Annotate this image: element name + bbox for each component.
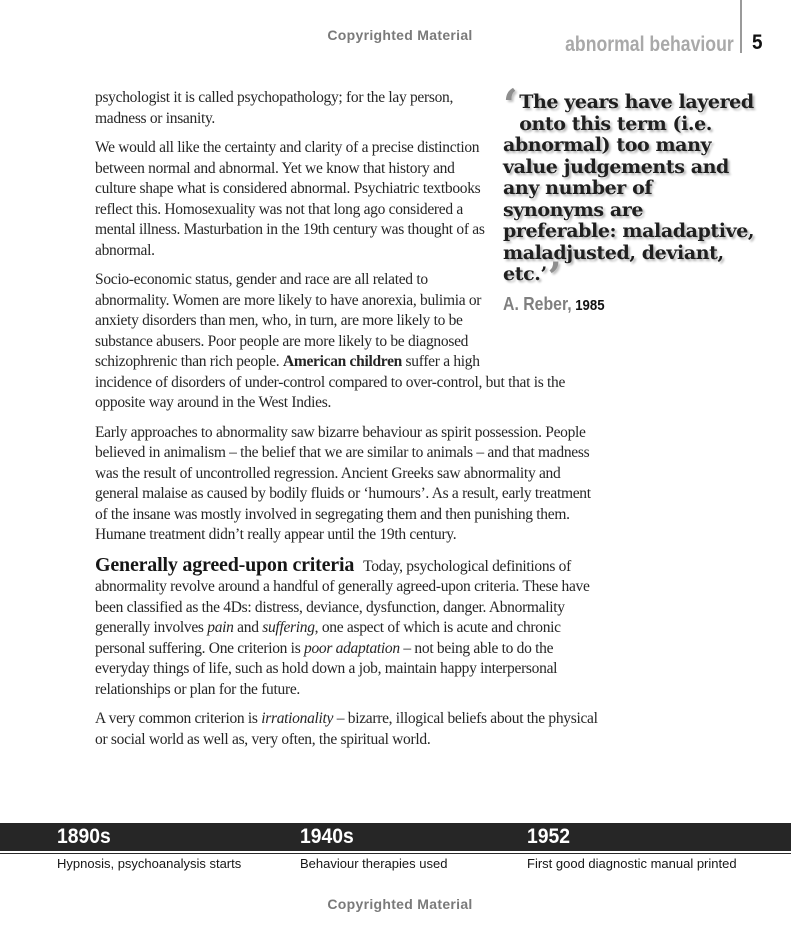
text-segment: – bizarre, illogical beliefs about the physical or social world as well as, very often, the spiritual world. (95, 710, 598, 748)
text-segment: – not being able to do the everyday things of life, such as hold down a job, maintain happy interpersonal relationships or plan for the future. (95, 639, 558, 698)
text-segment: and (233, 619, 263, 636)
timeline-year: 1940s (300, 825, 354, 848)
text-segment: , one aspect of which is acute and chronic personal suffering. One criterion is (95, 619, 561, 657)
timeline-event-1940s (300, 823, 448, 871)
running-head: abnormal behaviour (565, 33, 734, 56)
bottom-watermark: Copyrighted Material (327, 896, 473, 912)
text-segment: Today, psychological definitions of abnormality revolve around a handful of generally agreed-upon criteria. These have been classified as the 4Ds: distress, deviance, dysfunction, danger. Abnormality generally involves (95, 557, 590, 636)
timeline-year: 1890s (57, 825, 111, 848)
open-quote-mark-icon: ‘ (503, 80, 518, 129)
text-segment: Early approaches to abnormality saw bizarre behaviour as spirit possession. People believed in animalism – the belief that we are similar to animals – and that madness was the result of uncontrolled regression. Ancient Greeks saw abnormality and general malaise as caused by bodily fluids or ‘humours’. As a result, early treatment of the insane was mostly involved in segregating them and then punishing them. Humane treatment didn’t really appear until the 19th century. (95, 423, 591, 543)
paragraph (95, 423, 605, 546)
top-watermark: Copyrighted Material (327, 27, 473, 43)
timeline-year: 1952 (527, 825, 570, 848)
text-segment: suffering (262, 619, 315, 636)
timeline-event-1952 (527, 823, 737, 871)
close-quote-mark-icon: ’ (547, 254, 562, 301)
timeline-event-label: Hypnosis, psychoanalysis starts (57, 856, 242, 871)
text-segment: American children (282, 353, 402, 370)
timeline-event-label: Behaviour therapies used (300, 856, 448, 871)
text-segment: poor adaptation (304, 639, 400, 657)
pull-quote-attribution (503, 294, 728, 315)
pull-quote-text-block (503, 80, 759, 301)
text-segment: pain (207, 619, 234, 636)
text-segment: Socio-economic status, gender and race are all related to abnormality. Women are more likely to have anorexia, bulimia or anxiety disorders than men, who, in turn, are more likely to be substance abusers. Poor people are more likely to be diagnosed schizophrenic than rich people. (95, 271, 482, 370)
quote-year: 1985 (575, 296, 605, 314)
paragraph-with-heading (95, 555, 605, 701)
pull-quote (503, 80, 759, 315)
text-segment: We would all like the certainty and clarity of a precise distinction between normal and abnormal. Yet we know that history and culture shape what is considered abnormal. Psychiatric textbooks reflect this. Homosexuality was not that long ago considered a mental illness. Masturbation in the 19th century was thought of as abnormal. (95, 139, 485, 259)
paragraph (95, 709, 605, 750)
quote-author: A. Reber, (503, 293, 572, 314)
timeline-event-1890s (57, 823, 242, 871)
section-heading: Generally agreed-upon criteria (95, 553, 355, 576)
text-segment: psychologist it is called psychopathology; for the lay person, madness or insanity. (95, 89, 454, 127)
timeline-hairline (0, 853, 791, 854)
timeline-event-label: First good diagnostic manual printed (527, 856, 737, 871)
timeline-bar (0, 823, 791, 851)
text-segment: irrationality (261, 710, 334, 727)
text-segment: suffer a high incidence of disorders of under-control compared to over-control, but that is the opposite way around in the West Indies. (95, 353, 566, 411)
pull-quote-text: The years have layered onto this term (i.e. abnormal) too many value judgements and any number of synonyms are preferable: maladaptive, maladjusted, deviant, etc.’ (503, 91, 755, 285)
text-segment: A very common criterion is (95, 710, 262, 727)
header-divider (740, 0, 742, 53)
page-number: 5 (752, 31, 763, 54)
